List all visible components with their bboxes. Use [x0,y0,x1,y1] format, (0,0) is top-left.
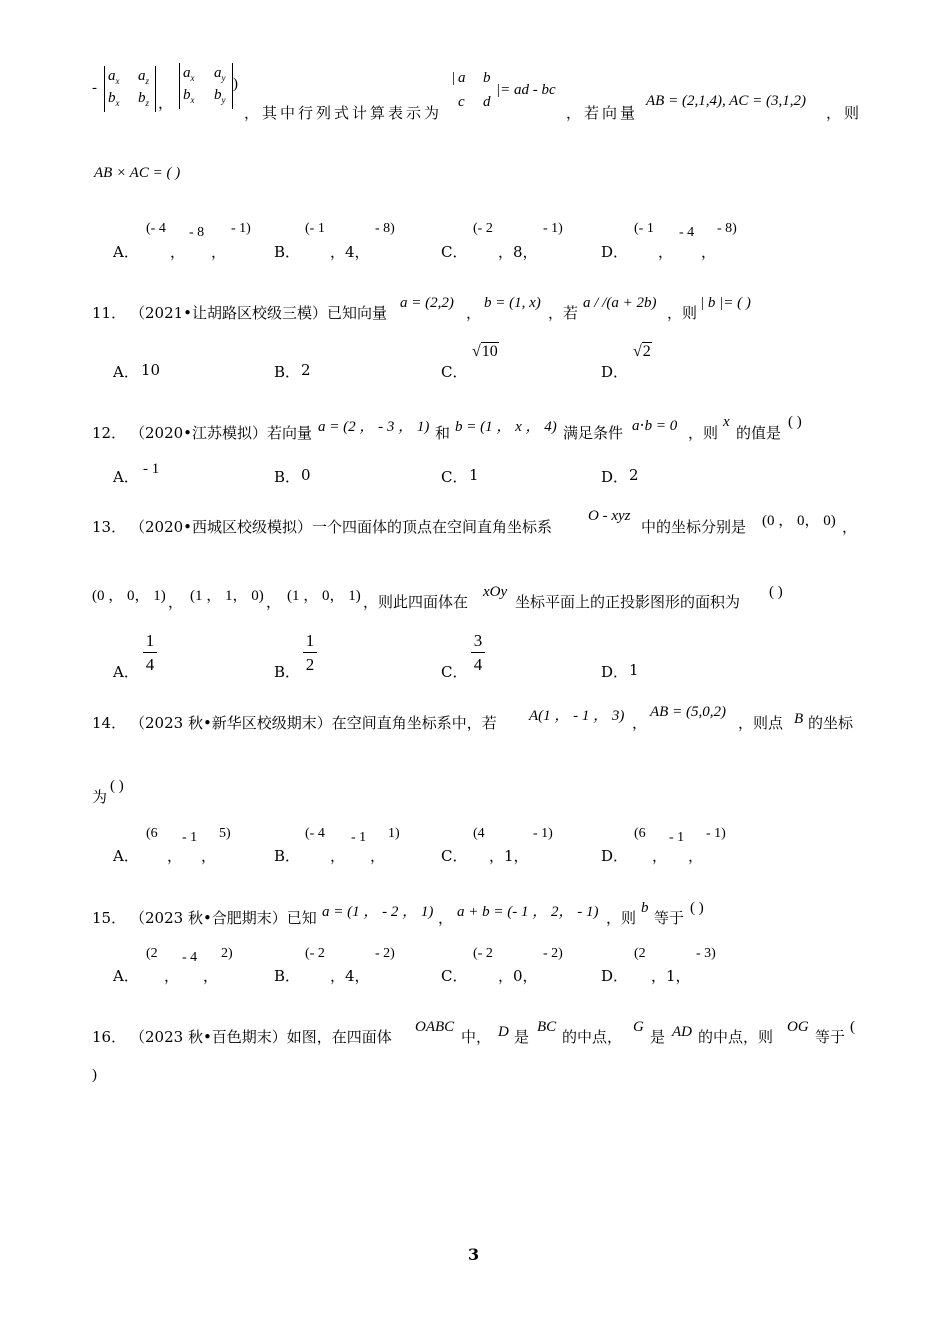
q14-source: （2023 秋•新华区校级期末）在空间直角坐标系中，若 [130,714,497,732]
q14-ask: ( ) [110,778,124,794]
q10-determinant-2: $a_x$ $a_y$ $b_x$ $b_y$ [179,63,233,109]
q11-source: （2021•让胡路区校级三模）已知向量 [130,304,388,322]
q10-minus: - [92,80,97,96]
q10-close-paren: ) [233,76,238,92]
q10-text-2: ，若向量 [566,104,639,122]
q13-plane: xOy [483,584,508,600]
q16-number: 16． [92,1028,127,1046]
q14-vector-ab: AB = (5,0,2) [650,704,726,720]
fraction: 1 2 [303,631,317,675]
q12-ask: ( ) [788,414,802,430]
q10-vectors: AB = (2,1,4), AC = (3,1,2) [646,93,806,109]
q11-ask: | b |= ( ) [700,295,751,311]
q11-vector-a: a = (2,2) [400,295,454,311]
q13-number: 13． [92,518,127,536]
q12-number: 12． [92,424,127,442]
page-number: 3 [468,1245,480,1264]
q13-ask: ( ) [769,584,783,600]
q13-system: O - xyz [588,508,631,524]
q15-sum: a + b = (- 1 ， 2， - 1) [457,904,599,920]
q10-text-1: ，其中行列式计算表示为 [244,104,443,122]
q15-source: （2023 秋•合肥期末）已知 [130,909,317,927]
q10-question: AB × AC = ( ) [94,165,181,181]
q15-vector-a: a = (1 ， - 2 ， 1) [322,904,434,920]
q16-source: （2023 秋•百色期末）如图，在四面体 [130,1028,392,1046]
q15-number: 15． [92,909,127,927]
q14-number: 14． [92,714,127,732]
q11-number: 11． [92,304,127,322]
q14-point-a: A(1 ， - 1 ， 3) [529,708,625,724]
q10-determinant-1: $a_x$ $a_z$ $b_x$ $b_z$ [104,66,156,112]
q12-source: （2020•江苏模拟）若向量 [130,424,313,442]
sqrt-sign-icon: √10 [472,343,498,360]
q12-condition: a⋅b = 0 [632,418,678,434]
q10-comma: ， [158,94,174,112]
q15-ask: ( ) [690,900,704,916]
q11-vector-b: b = (1, x) [484,295,541,311]
q12-vector-b: b = (1 ， x ， 4) [455,419,557,435]
q13-source: （2020•西城区校级模拟）一个四面体的顶点在空间直角坐标系 [130,518,553,536]
fraction: 1 4 [143,631,157,675]
q11-condition: a / /(a + 2b) [583,295,657,311]
q10-text-3: ，则 [826,104,863,122]
sqrt-sign-icon: √2 [633,343,651,360]
fraction: 3 4 [471,631,485,675]
q12-vector-a: a = (2 ， - 3 ， 1) [318,419,430,435]
